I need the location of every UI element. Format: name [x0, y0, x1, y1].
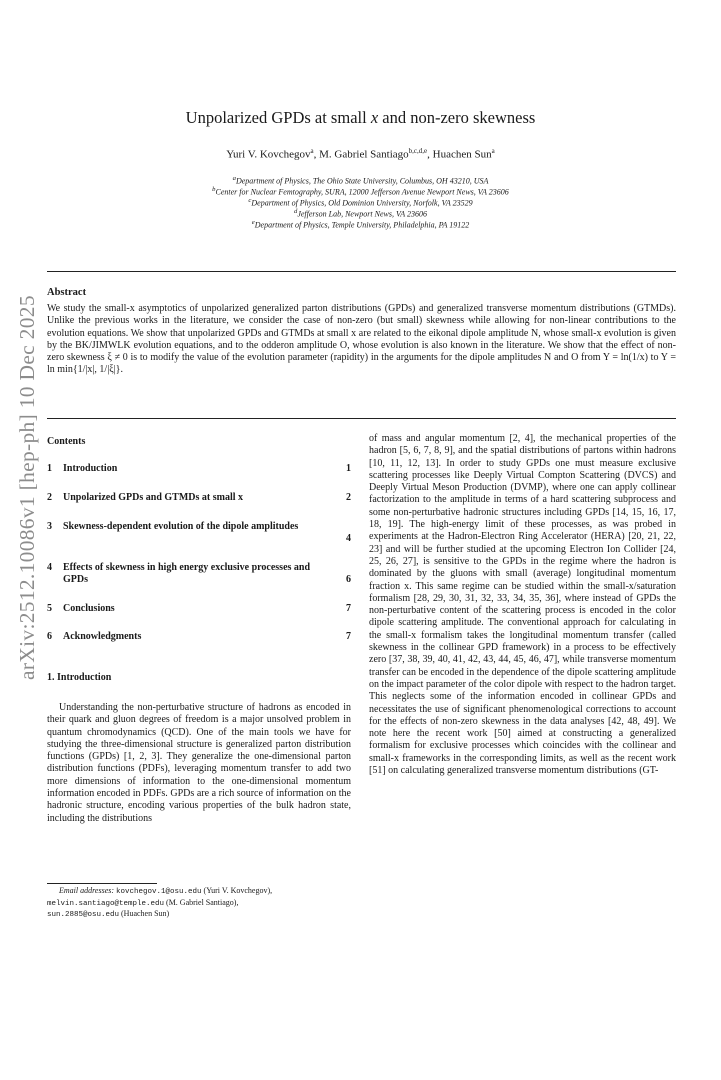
arxiv-sidebar-stamp: arXiv:2512.10086v1 [hep-ph] 10 Dec 2025	[15, 295, 39, 680]
toc-page: 7	[346, 631, 351, 642]
toc-page: 4	[346, 533, 351, 544]
intro-paragraph-left: Understanding the non-perturbative structure of hadrons as encoded in their quark and gluon degrees of freedom is a major unsolved problem in quantum chromodynamics (QCD). One of the main tools we have for studying the three-dimensional structure is generalized parton distribution functions (GPDs) [1, 2, 3]. They generalize the one-dimensional parton distribution functions (PDFs), leveraging momentum transfer to add two more dimensions of information to the one-dimensional momentum information encoded in PDFs. GPDs are a rich source of information on the hadronic structure, encoding various properties of the bulk hadron state, including the distributions	[47, 702, 351, 824]
email-link[interactable]: sun.2885@osu.edu	[47, 911, 120, 919]
abstract-bottom-rule	[47, 418, 676, 419]
toc-entry-unpolarized-gpds[interactable]	[47, 492, 351, 504]
email-link[interactable]: kovchegov.1@osu.edu	[116, 888, 202, 896]
toc-entry-acknowledgments[interactable]	[47, 631, 351, 643]
abstract-heading: Abstract	[47, 287, 87, 298]
section-heading-introduction: 1. Introduction	[47, 672, 112, 683]
toc-number: 5	[47, 603, 52, 614]
toc-title: Unpolarized GPDs and GTMDs at small x	[63, 492, 244, 503]
intro-paragraph-right: of mass and angular momentum [2, 4], the mechanical properties of the hadron [5, 6, 7, 8, 9], and the spatial distributions of partons within hadrons [10, 11, 12, 13]. In order to study GPDs one must measure exclusive scattering processes like Deeply Virtual Compton Scattering (DVCS) and Deeply Virtual Meson Production (DVMP), where one can apply collinear factorization to the amplitude in terms of a hard scattering subprocess and some non-perturbative hadronic structures including GPDs [14, 15, 16, 17, 18, 19]. The high-energy limit of these processes, as was probed in experiments at the Hadron-Electron Ring Accelerator (HERA) [20, 21, 22, 23] and will be further studied at the upcoming Electron Ion Collider [24, 25, 26, 27], is sensitive to the GPDs in the regime where the hadron is dominated by the gluons with small (average) longitudinal momentum fraction x. This same regime can be studied within the small-x/saturation formalism [28, 29, 30, 31, 32, 33, 34, 35, 36], where instead of GPDs the non-perturbative content of the scattering process is encoded in the color dipole scattering amplitude. The conventional approach for calculating in the small-x formalism takes the longitudinal momentum transfer (called skewness in the collinear GPD framework) in a process to be effectively zero [37, 38, 39, 40, 41, 42, 43, 44, 45, 46, 47], while transverse momentum transfer can be encoded in the dependence of the dipole scattering amplitude on the impact parameter of the color dipole with respect to the hadron target. This neglects some of the information encoded in collinear GPDs and necessitates the use of significant phenomenological corrections to account for the effects of non-zero skewness in the data analyses [42, 48, 49]. We note here the recent work [50] aimed at constructing a generalized formalism for exclusive processes which coincides with the collinear and small-x frameworks in the corresponding limits, as well as the recent work [51] on calculating generalized transverse momentum distributions (GT-	[369, 433, 676, 777]
affiliation: $^a$Department of Physics, The Ohio State University, Columbus, OH 43210, USA	[232, 175, 489, 186]
toc-page: 2	[346, 492, 351, 503]
toc-entry-skewness-evolution[interactable]	[47, 521, 351, 545]
toc-number: 3	[47, 521, 52, 532]
toc-title: Effects of skewness in high energy exclusive processes and GPDs	[63, 562, 311, 585]
toc-entry-conclusions[interactable]	[47, 603, 351, 615]
toc-number: 6	[47, 631, 52, 642]
footnote-emails: Email addresses: kovchegov.1@osu.edu (Yuri V. Kovchegov), melvin.santiago@temple.edu (M. Gabriel Santiago), sun.2885@osu.edu (Huachen Sun)	[47, 886, 273, 919]
paper-title: Unpolarized GPDs at small x and non-zero skewness	[185, 108, 536, 127]
toc-title: Skewness-dependent evolution of the dipole amplitudes	[63, 521, 299, 532]
abstract-top-rule	[47, 271, 676, 272]
toc-number: 4	[47, 562, 52, 573]
affiliation: $^b$Center for Nuclear Femtography, SURA, 12000 Jefferson Avenue Newport News, VA 23606	[212, 186, 509, 197]
email-link[interactable]: melvin.santiago@temple.edu	[47, 899, 165, 908]
toc-entry-effects-of-skewness[interactable]	[47, 562, 351, 586]
affiliation: $^e$Department of Physics, Temple University, Philadelphia, PA 19122	[251, 219, 470, 230]
toc-title: Conclusions	[63, 603, 115, 614]
toc-page: 6	[346, 574, 351, 585]
footnote-rule	[47, 883, 157, 884]
abstract-text: We study the small-x asymptotics of unpolarized generalized parton distributions (GPDs) and generalized transverse momentum distributions (GTMDs). Unlike the previous works in the literature, we consider the case of non-zero (but small) skewness while allowing for non-linear contributions to the evolution equations. We show that unpolarized GPDs and GTMDs at small x are related to the eikonal dipole amplitude N, whose small-x evolution is given by the BK/JIMWLK evolution equations, and to the odderon amplitude O, whose evolution is also known in the literature. We show that the effect of non-zero skewness ξ ≠ 0 is to modify the value of the evolution parameter (rapidity) in the arguments for the dipole amplitudes N and O from Y = ln(1/x) to Y = ln min{1/|x|, 1/|ξ|}.	[47, 303, 676, 376]
toc-title: Acknowledgments	[63, 631, 142, 642]
footnote-label: Email addresses:	[59, 886, 115, 895]
contents-heading: Contents	[47, 436, 86, 447]
author-list: Yuri V. Kovchegov$^a$, M. Gabriel Santiago$^{b,c,d,e}$, Huachen Sun$^a$	[226, 147, 495, 161]
toc-page: 7	[346, 603, 351, 614]
toc-number: 1	[47, 463, 52, 474]
toc-entry-introduction[interactable]	[47, 463, 351, 475]
toc-title: Introduction	[63, 463, 118, 474]
affiliation: $^c$Department of Physics, Old Dominion University, Norfolk, VA 23529	[248, 197, 473, 208]
affiliation: $^d$Jefferson Lab, Newport News, VA 23606	[293, 208, 428, 219]
toc-page: 1	[346, 463, 351, 474]
toc-number: 2	[47, 492, 52, 503]
